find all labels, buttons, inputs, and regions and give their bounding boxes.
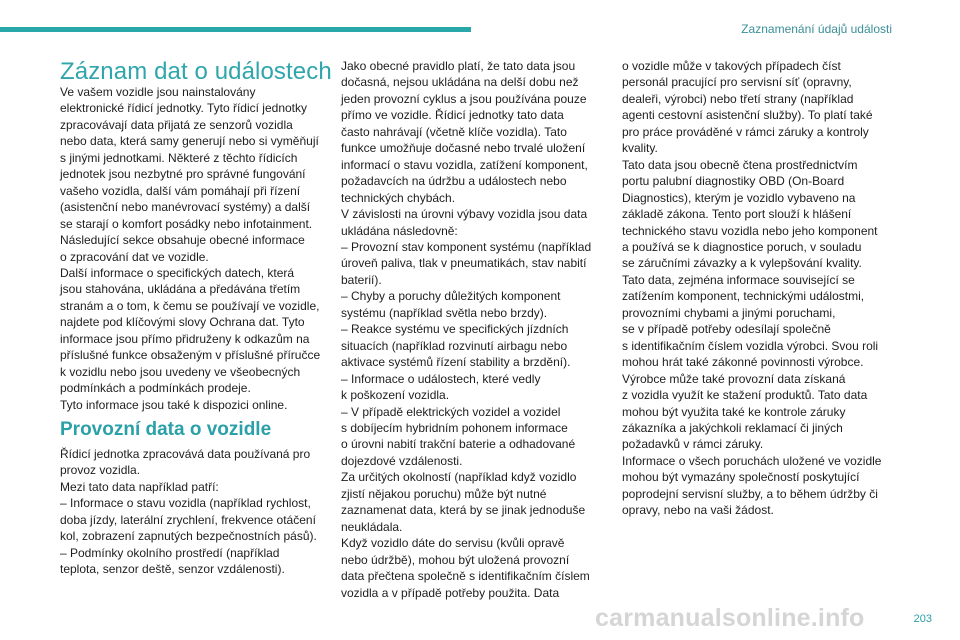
text-line: Diagnostics), kterým je vozidlo vybaveno na	[622, 190, 856, 205]
text-line: Ve vašem vozidle jsou nainstalovány	[60, 85, 256, 99]
text-line: Výrobce může také provozní data získaná	[622, 371, 846, 386]
text-line: a používá se k diagnostice poruch, v souladu	[622, 239, 862, 254]
text-line: Tato data, zejména informace související se	[622, 272, 855, 287]
text-line: Jako obecné pravidlo platí, že tato data jsou	[341, 59, 576, 73]
text-line: Tyto informace jsou také k dispozici online.	[60, 397, 288, 412]
text-line: se záručními závazky a k vylepšování kvality.	[622, 256, 862, 271]
text-line: informace jsou přímo přidruženy k odkazům na	[60, 331, 310, 346]
text-line: baterií).	[341, 272, 382, 287]
text-line: přímo ve vozidle. Řídicí jednotky tato data	[341, 108, 564, 123]
watermark: carmanualsonline.info	[595, 604, 865, 632]
text-line: technických chybách.	[341, 190, 456, 205]
text-line: – Podmínky okolního prostředí (například	[60, 545, 280, 560]
text-line: s identifikačním číslem vozidla výrobci. Svou roli	[622, 338, 879, 353]
text-line: Tato data jsou obecně čtena prostřednictvím	[622, 157, 858, 172]
section-subtitle: Provozní data o vozidle	[60, 419, 272, 440]
text-line: vozidla a v případě potřeby použita. Data	[341, 585, 560, 600]
text-line: neukládala.	[341, 519, 403, 534]
section-title: Zaznamenání údajů události	[741, 22, 892, 36]
header-accent-bar	[0, 27, 471, 32]
text-line: dojezdové vzdálenosti.	[341, 453, 463, 468]
text-line: příslušné funkce obsaženým v příslušné příručce	[60, 348, 321, 363]
text-line: úroveň paliva, tlak v pneumatikách, stav nabití	[341, 256, 587, 271]
text-line: dealeři, výrobci) nebo třetí strany (například	[622, 91, 854, 106]
text-line: V závislosti na úrovni výbavy vozidla jsou data	[341, 207, 588, 222]
text-line: s jinými jednotkami. Některé z těchto řídicích	[60, 150, 298, 165]
text-line: – Chyby a poruchy důležitých komponent	[341, 289, 561, 304]
text-line: zaznamenat data, která by se jinak jednoduše	[341, 503, 586, 518]
text-line: – V případě elektrických vozidel a vozidel	[341, 404, 561, 419]
text-line: s dobíjecím hybridním pohonem informace	[341, 420, 568, 435]
text-line: kvality.	[622, 141, 658, 156]
text-line: k vozidlu nebo jsou uvedeny ve všeobecných	[60, 364, 301, 379]
text-line: o zpracování dat ve vozidle.	[60, 249, 209, 264]
text-line: nebo data, která samy generují nebo si vyměňují	[60, 134, 319, 149]
text-line: z vozidla využít ke stažení produktů. Tato data	[622, 388, 868, 403]
text-line: personál pracující pro servisní síť (opravny,	[622, 75, 852, 90]
text-line: zpracovávají data přijatá ze senzorů vozidla	[60, 117, 293, 132]
text-line: mohou hrát také zákonné povinnosti výrobce.	[622, 355, 864, 370]
text-line: data přečtena společně s identifikačním číslem	[341, 569, 590, 584]
text-line: kol, zobrazení zapnutých bezpečnostních pásů).	[60, 529, 317, 544]
text-line: poprodejní servisní služby, a to během údržby či	[622, 486, 878, 501]
text-line: – Informace o událostech, které vedly	[341, 371, 541, 386]
text-line: vašeho vozidla, další vám pomáhají při řízení	[60, 183, 301, 198]
text-line: Mezi tato data například patří:	[60, 479, 219, 494]
page-title: Záznam dat o událostech	[60, 58, 332, 85]
text-line: informací o stavu vozidla, zatížení komponent,	[341, 157, 588, 172]
text-line: o úrovni nabití trakční baterie a odhadované	[341, 437, 576, 452]
text-line: jednotek jsou nezbytné pro správné fungování	[60, 167, 306, 182]
text-line: pro práce prováděné v rámci záruky a kontroly	[622, 124, 869, 139]
text-line: doba jízdy, laterální zrychlení, frekvence otáčení	[60, 512, 316, 527]
text-line: situacích (například rozvinutí airbagu nebo	[341, 338, 568, 353]
text-line: podmínkách a podmínkách prodeje.	[60, 381, 251, 396]
text-line: požadavcích na údržbu a událostech nebo	[341, 174, 567, 189]
text-line: Informace o všech poruchách uložené ve vozidle	[622, 453, 882, 468]
column-two-text	[341, 58, 591, 601]
text-line: často nahrávají (včetně klíče vozidla). Tato	[341, 124, 567, 139]
column-three-text	[622, 58, 881, 519]
text-line: Když vozidlo dáte do servisu (kvůli opravě	[341, 536, 565, 551]
text-line: stranám a o tom, k čemu se používají ve vozidle,	[60, 298, 320, 313]
operational-data-paragraph	[60, 446, 317, 578]
text-line: Za určitých okolností (například když vozidlo	[341, 470, 577, 485]
text-line: portu palubní diagnostiky OBD (On-Board	[622, 174, 845, 189]
text-line: elektronické řídicí jednotky. Tyto řídicí jednotky	[60, 101, 308, 116]
text-line: (asistenční nebo manévrovací systémy) a další	[60, 200, 311, 215]
text-line: Následující sekce obsahuje obecné informace	[60, 233, 305, 248]
page-number: 203	[913, 613, 932, 625]
text-line: jsou stahována, ukládána a předávána třetím	[60, 282, 301, 297]
text-line: technického stavu vozidla nebo jeho komponent	[622, 223, 878, 238]
text-line: dočasná, nejsou ukládána na delší dobu než	[341, 75, 579, 90]
intro-paragraph	[60, 84, 320, 413]
text-line: opravy, nebo na vaši žádost.	[622, 503, 774, 518]
text-line: provozními chybami a jinými poruchami,	[622, 305, 836, 320]
text-line: základě zákona. Tento port slouží k hlášení	[622, 207, 852, 222]
text-line: zjistí nějakou poruchu) může být nutné	[341, 486, 547, 501]
text-line: mohou být využita také ke kontrole záruky	[622, 404, 846, 419]
text-line: systému (například světla nebo brzdy).	[341, 305, 548, 320]
text-line: zákazníka a jakýchkoli reklamací či jiných	[622, 420, 843, 435]
text-line: jeden provozní cyklus a jsou používána pouze	[341, 91, 587, 106]
text-line: provoz vozidla.	[60, 463, 141, 478]
subtitle-container	[60, 419, 271, 441]
text-line: ukládána následovně:	[341, 223, 458, 238]
text-line: agenti cestovní asistenční služby). To platí také	[622, 108, 873, 123]
text-line: funkce umožňuje dočasné nebo trvalé uložení	[341, 141, 586, 156]
text-line: nebo údržbě), mohou být uložená provozní	[341, 552, 570, 567]
text-line: mohou být vymazány společností poskytující	[622, 470, 860, 485]
text-line: Další informace o specifických datech, která	[60, 265, 295, 280]
text-line: se v případě potřeby odesílají společně	[622, 322, 831, 337]
text-line: aktivace systémů řízení stability a brzdění).	[341, 355, 571, 370]
text-line: – Reakce systému ve specifických jízdních	[341, 322, 569, 337]
text-line: se starají o komfort posádky nebo infotainment.	[60, 216, 313, 231]
text-line: o vozidle může v takových případech číst	[622, 59, 841, 73]
text-line: – Provozní stav komponent systému (například	[341, 239, 592, 254]
text-line: požadavků v rámci záruky.	[622, 437, 764, 452]
text-line: – Informace o stavu vozidla (například rychlost,	[60, 496, 311, 511]
text-line: najdete pod klíčovými slovy Ochrana dat. Tyto	[60, 315, 305, 330]
text-line: zatížením komponent, technickými událostmi,	[622, 289, 865, 304]
text-line: k poškození vozidla.	[341, 388, 450, 403]
text-line: Řídicí jednotka zpracovává data používaná pro	[60, 447, 311, 461]
text-line: teplota, senzor deště, senzor vzdálenosti).	[60, 562, 285, 577]
